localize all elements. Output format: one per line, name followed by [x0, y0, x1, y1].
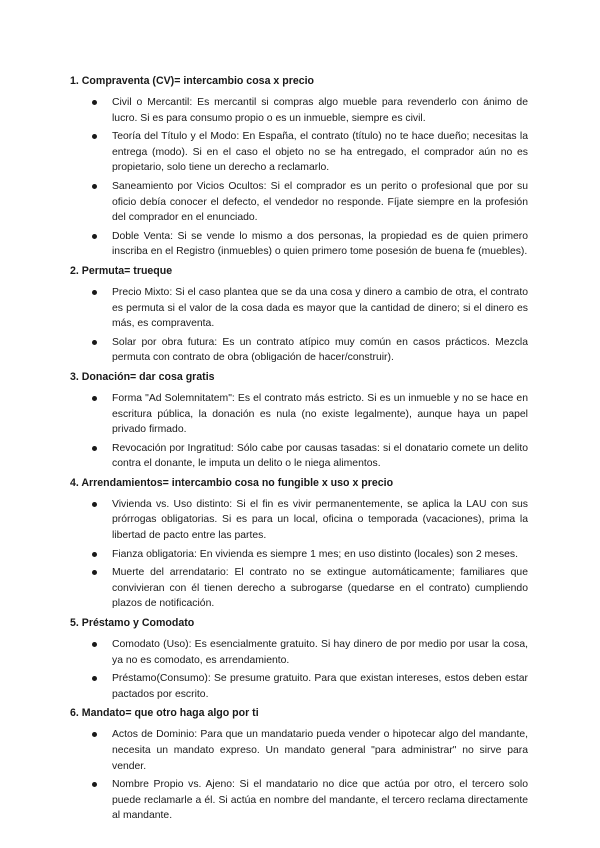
- section-arrendamientos: [70, 475, 528, 612]
- section-title: 2. Permuta= trueque: [70, 264, 173, 277]
- bullet-icon: [92, 732, 97, 737]
- list-item: [70, 229, 528, 260]
- section-title: 1. Compraventa (CV)= intercambio cosa x precio: [70, 75, 315, 87]
- bullet-icon: [92, 552, 97, 557]
- bullet-list: [70, 391, 528, 472]
- list-item: [70, 335, 528, 366]
- list-item-text: Muerte del arrendatario: El contrato no se extingue automáticamente; familiares que convivieran con él tienen derecho a subrogarse (quedarse en el contrato) cumpliendo plazos de notificación.: [112, 567, 528, 610]
- section-permuta: [70, 263, 528, 366]
- bullet-icon: [92, 340, 97, 345]
- list-item: [70, 777, 528, 824]
- bullet-list: [70, 727, 528, 824]
- list-item: [70, 497, 528, 544]
- list-item-text: Doble Venta: Si se vende lo mismo a dos personas, la propiedad es de quien primero inscriba en el Registro (inmuebles) o quien primero tome posesión de buena fe (muebles).: [112, 230, 528, 258]
- list-item-text: Actos de Dominio: Para que un mandatario pueda vender o hipotecar algo del mandante, necesita un mandato expreso. Un mandato general "para administrar" no sirve para vender.: [112, 729, 528, 772]
- bullet-list: [70, 637, 528, 702]
- section-title: 6. Mandato= que otro haga algo por ti: [70, 707, 259, 720]
- bullet-list: [70, 497, 528, 612]
- list-item: [70, 565, 528, 612]
- list-item-text: Civil o Mercantil: Es mercantil si compras algo mueble para revenderlo con ánimo de lucro. Si es para consumo propio o es un inmueble, siempre es civil.: [112, 97, 528, 124]
- section-compraventa: [70, 73, 528, 260]
- list-item-text: Solar por obra futura: Es un contrato atípico muy común en casos prácticos. Mezcla permuta con contrato de obra (obligación de hacer/construir).: [112, 336, 528, 364]
- list-item-text: Préstamo(Consumo): Se presume gratuito. Para que existan intereses, estos deben estar pactados por escrito.: [112, 673, 528, 700]
- bullet-icon: [92, 396, 97, 401]
- list-item: [70, 547, 528, 563]
- bullet-icon: [92, 134, 97, 139]
- section-title: 3. Donación= dar cosa gratis: [70, 370, 215, 383]
- section-donacion: [70, 369, 528, 472]
- list-item: [70, 95, 528, 126]
- bullet-icon: [92, 502, 97, 507]
- bullet-list: [70, 285, 528, 366]
- bullet-icon: [92, 100, 97, 105]
- list-item-text: Teoría del Título y el Modo: En España, el contrato (título) no te hace dueño; necesitas la entrega (modo). Si en el caso el objeto no se ha entregado, el comprador aún no es propietario, solo tiene un derecho a reclamarlo.: [112, 131, 528, 174]
- bullet-icon: [92, 290, 97, 295]
- list-item: [70, 671, 528, 702]
- list-item: [70, 129, 528, 176]
- list-item-text: Revocación por Ingratitud: Sólo cabe por causas tasadas: si el donatario comete un delito contra el donante, le imputa un delito o le niega alimentos.: [112, 442, 528, 470]
- section-title: 4. Arrendamientos= intercambio cosa no fungible x uso x precio: [70, 476, 394, 489]
- bullet-icon: [92, 234, 97, 239]
- list-item-text: Fianza obligatoria: En vivienda es siempre 1 mes; en uso distinto (locales) son 2 meses.: [112, 548, 519, 560]
- list-item: [70, 285, 528, 332]
- section-prestamo-comodato: [70, 615, 528, 702]
- list-item-text: Precio Mixto: Si el caso plantea que se da una cosa y dinero a cambio de otra, el contrato es permuta si el valor de la cosa dada es mayor que la cantidad de dinero; si el dinero es más, es compraventa.: [112, 286, 528, 330]
- list-item-text: Forma "Ad Solemnitatem": Es el contrato más estricto. Si es un inmueble y no se hace en escritura pública, la donación es nula (no existe legalmente), aunque haya un papel privado firmado.: [112, 392, 528, 436]
- bullet-icon: [92, 782, 97, 787]
- section-mandato: [70, 705, 528, 824]
- list-item: [70, 441, 528, 472]
- list-item-text: Comodato (Uso): Es esencialmente gratuito. Si hay dinero de por medio por usar la cosa, ya no es comodato, es arrendamiento.: [112, 639, 528, 666]
- list-item: [70, 727, 528, 774]
- section-title: 5. Préstamo y Comodato: [70, 617, 195, 630]
- bullet-icon: [92, 446, 97, 451]
- bullet-list: [70, 95, 528, 260]
- list-item-text: Vivienda vs. Uso distinto: Si el fin es vivir permanentemente, se aplica la LAU con sus prórrogas obligatorias. Si es para un local, oficina o temporada (vacaciones), prima la libertad de pacto entre las partes.: [112, 498, 528, 542]
- bullet-icon: [92, 570, 97, 575]
- list-item: [70, 391, 528, 438]
- list-item-text: Saneamiento por Vicios Ocultos: Si el comprador es un perito o profesional que por su oficio debía conocer el defecto, el vendedor no responde. Fíjate siempre en la profesión del comprador en el enunciado.: [112, 180, 528, 224]
- list-item-text: Nombre Propio vs. Ajeno: Si el mandatario no dice que actúa por otro, el tercero solo puede reclamarle a él. Si actúa en nombre del mandante, el tercero reclama directamente al mandante.: [112, 779, 528, 822]
- list-item: [70, 637, 528, 668]
- bullet-icon: [92, 184, 97, 189]
- bullet-icon: [92, 642, 97, 647]
- bullet-icon: [92, 676, 97, 681]
- list-item: [70, 179, 528, 226]
